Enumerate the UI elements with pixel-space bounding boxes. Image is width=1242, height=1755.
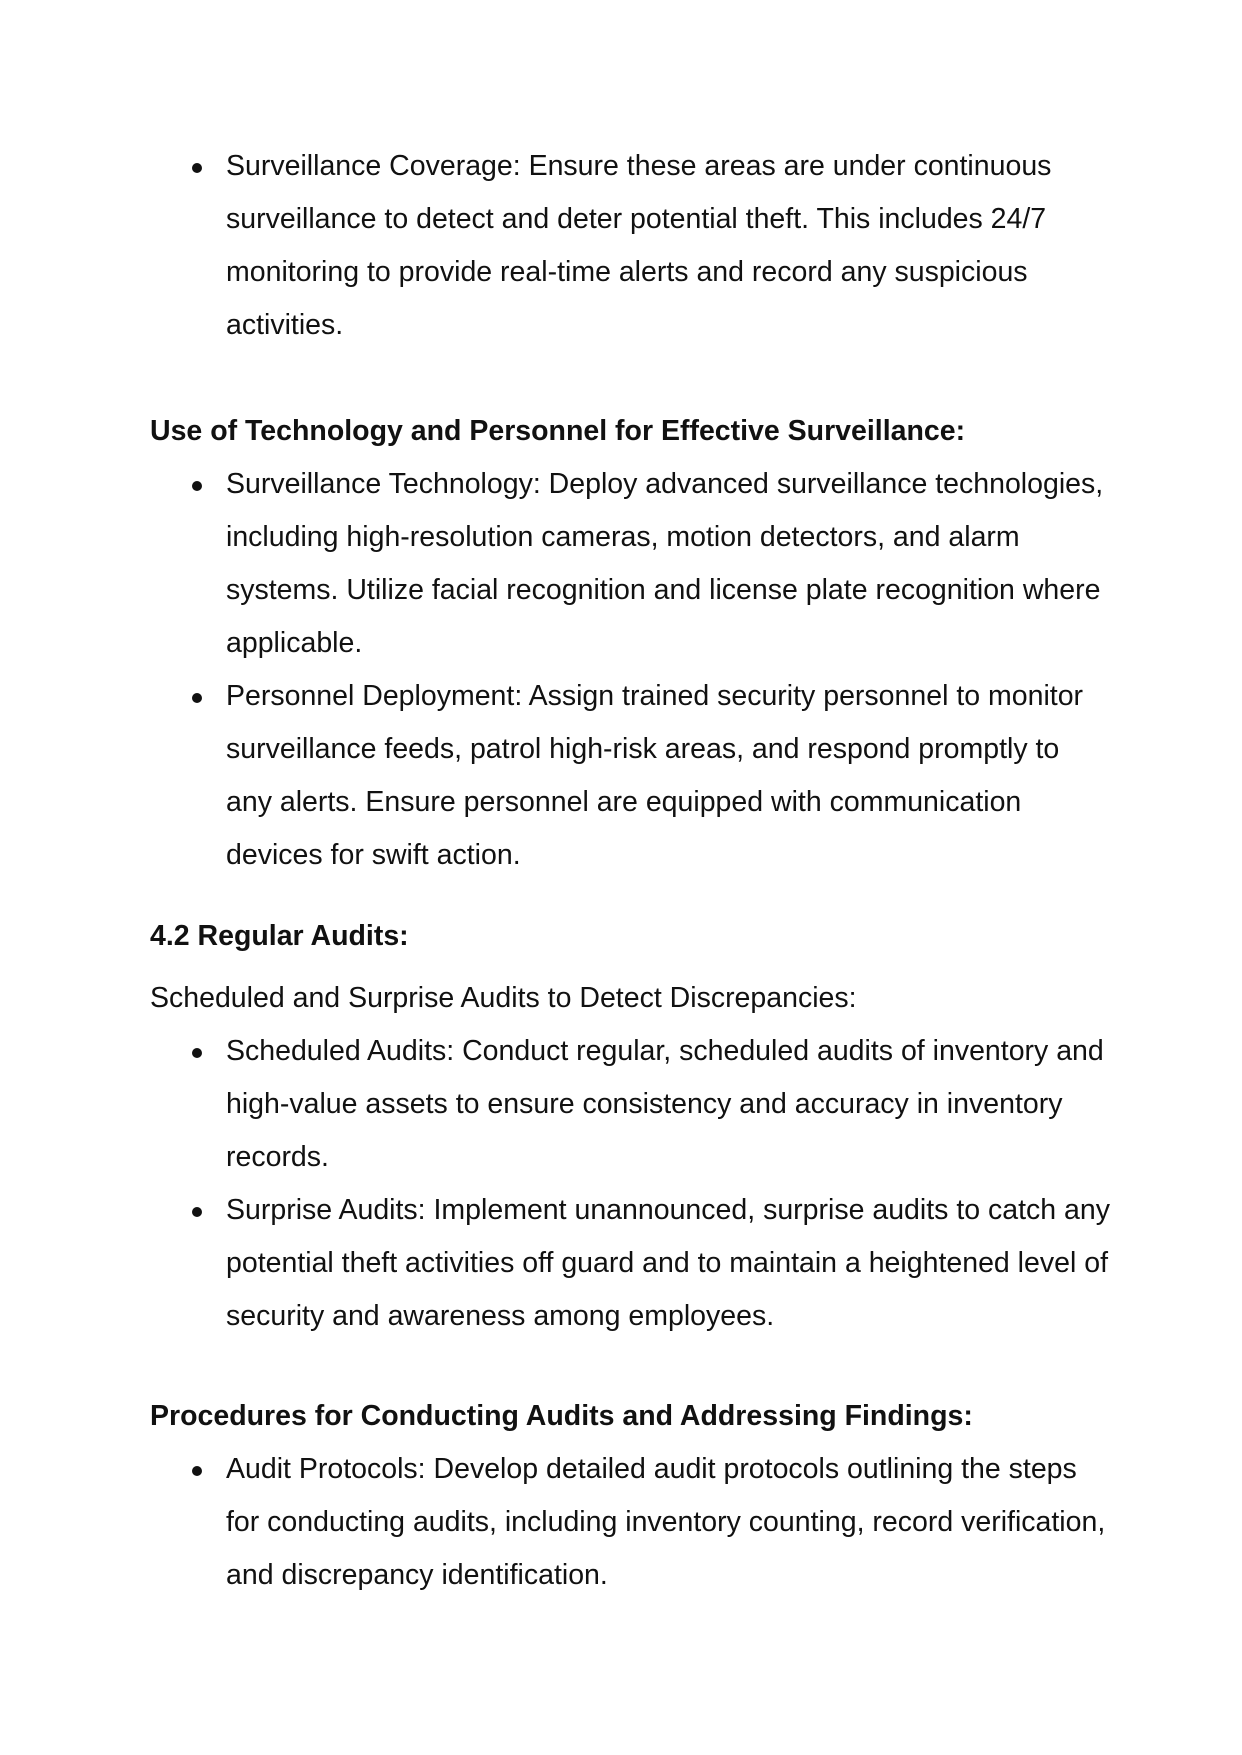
procedures-bullet-list xyxy=(150,1443,1110,1602)
bullet-icon xyxy=(192,1207,202,1217)
section-heading-procedures: Procedures for Conducting Audits and Addressing Findings: xyxy=(150,1400,973,1432)
list-item-text: Personnel Deployment: Assign trained security personnel to monitor surveillance feeds, patrol high-risk areas, and respond promptly to any alerts. Ensure personnel are equipped with communication devices for swift action. xyxy=(226,680,1084,871)
technology-bullet-list xyxy=(150,458,1110,882)
list-item xyxy=(150,140,1110,352)
bullet-icon xyxy=(192,1048,202,1058)
section-intro-text: Scheduled and Surprise Audits to Detect Discrepancies: xyxy=(150,982,857,1014)
coverage-bullet-list xyxy=(150,140,1110,352)
list-item-text: Surveillance Technology: Deploy advanced surveillance technologies, including high-resolution cameras, motion detectors, and alarm systems. Utilize facial recognition and license plate recognition where applicable. xyxy=(226,468,1104,659)
list-item xyxy=(150,1025,1110,1184)
list-item xyxy=(150,1443,1110,1602)
list-item xyxy=(150,458,1110,670)
section-heading-technology: Use of Technology and Personnel for Effective Surveillance: xyxy=(150,415,966,447)
list-item xyxy=(150,670,1110,882)
list-item-text: Surprise Audits: Implement unannounced, surprise audits to catch any potential theft activities off guard and to maintain a heightened level of security and awareness among employees. xyxy=(226,1194,1111,1332)
audits-bullet-list xyxy=(150,1025,1110,1343)
bullet-icon xyxy=(192,693,202,703)
bullet-icon xyxy=(192,1466,202,1476)
bullet-icon xyxy=(192,163,202,173)
bullet-icon xyxy=(192,481,202,491)
list-item-text: Scheduled Audits: Conduct regular, scheduled audits of inventory and high-value assets to ensure consistency and accuracy in inventory records. xyxy=(226,1035,1104,1173)
list-item xyxy=(150,1184,1110,1343)
list-item-text: Surveillance Coverage: Ensure these areas are under continuous surveillance to detect and deter potential theft. This includes 24/7 monitoring to provide real-time alerts and record any suspicious activities. xyxy=(226,150,1052,341)
list-item-text: Audit Protocols: Develop detailed audit protocols outlining the steps for conducting audits, including inventory counting, record verification, and discrepancy identification. xyxy=(226,1453,1106,1591)
section-heading-regular-audits: 4.2 Regular Audits: xyxy=(150,920,409,952)
